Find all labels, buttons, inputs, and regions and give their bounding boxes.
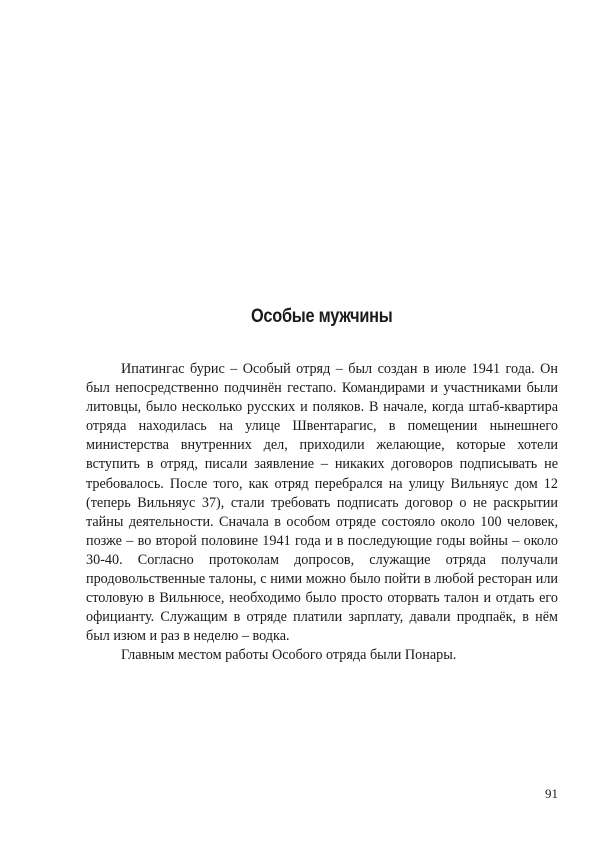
page-title — [45, 306, 561, 328]
page-number: 91 — [545, 786, 558, 801]
paragraph-1: Ипатингас бурис – Особый отряд – был создан в июле 1941 года. Он был непосредственно подчинён гестапо. Командирами и участниками были литовцы, было несколько русских и поляков. В начале, когда штаб-квартира отряда находилась на улице Швентарагис, в помещении нынешнего министерства внутренних дел, приходили желающие, которые хотели вступить в отряд, писали заявление – никаких договоров подписывать не требовалось. После того, как отряд перебрался на улицу Вильняус дом 12 (теперь Вильняус 37), стали требовать подписать договор о не раскрытии тайны деятельности. Сначала в особом отряде состояло около 100 человек, позже – во второй половине 1941 года и в последующие годы войны – около 30-40. Согласно протоколам допросов, служащие отряда получали продовольственные талоны, с ними можно было пойти в любой ресторан или столовую в Вильнюсе, необходимо было просто оторвать талон и отдать его официанту. Служащим в отряде платили зарплату, давали продпаёк, в нём был изюм и раз в неделю – водка. — [86, 361, 558, 645]
paragraph-2: Главным местом работы Особого отряда были Понары. — [121, 647, 457, 664]
body-text — [86, 360, 558, 666]
title-text: Особые мужчины — [250, 306, 393, 327]
